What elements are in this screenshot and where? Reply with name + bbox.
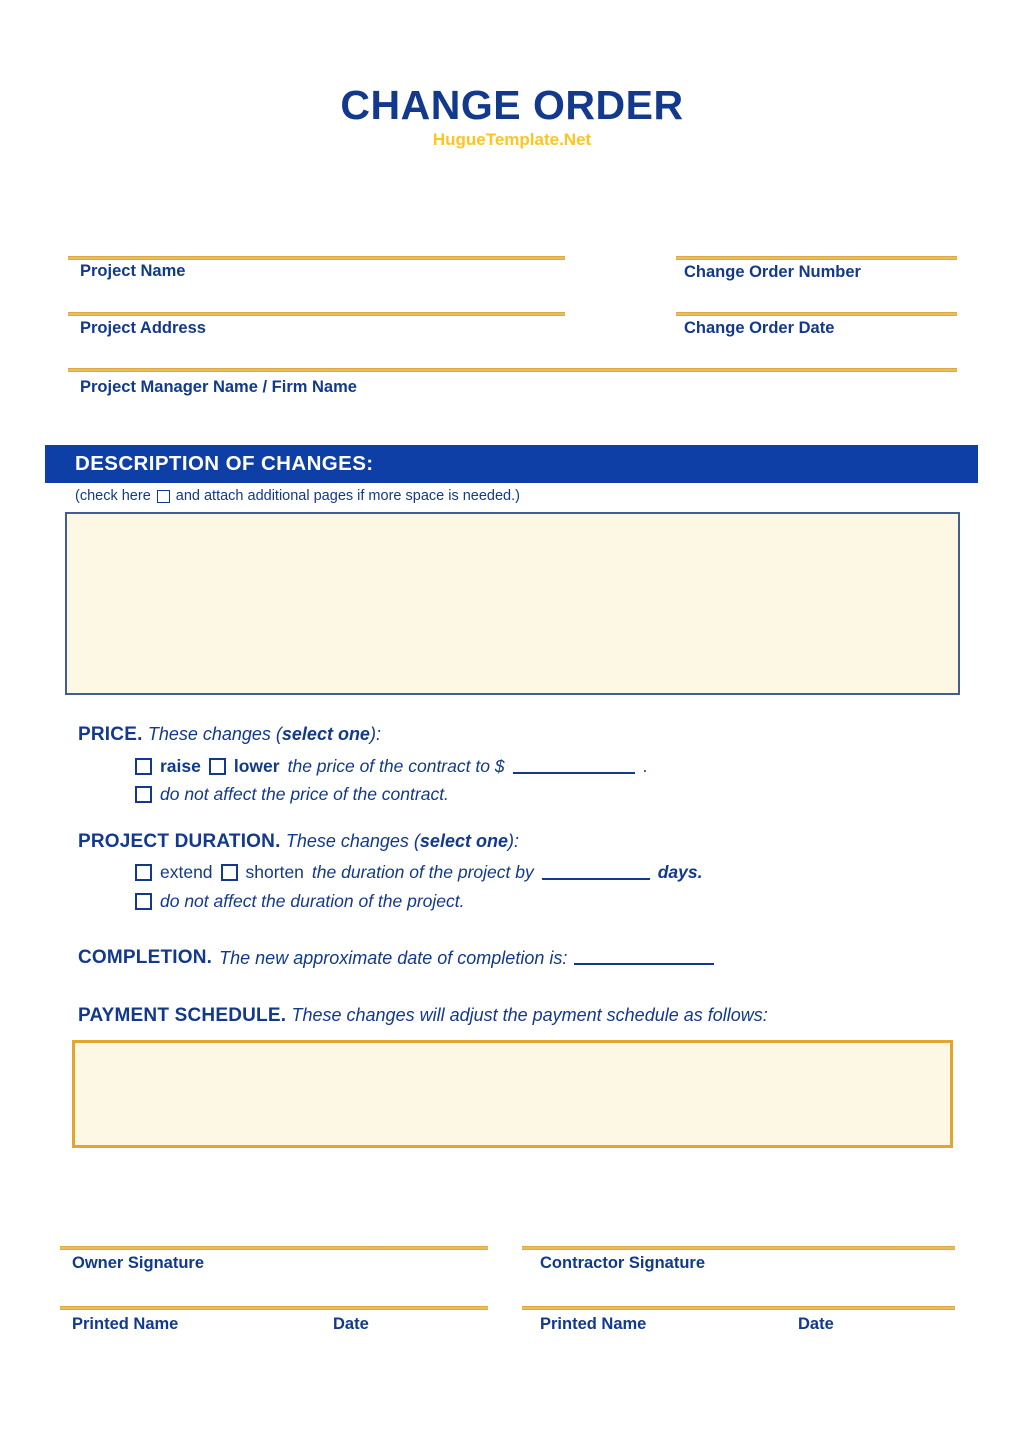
owner-printed-name-line[interactable]	[60, 1306, 488, 1310]
project-address-line[interactable]	[68, 312, 565, 316]
price-option-period: .	[642, 756, 648, 776]
price-lower-checkbox[interactable]	[209, 758, 226, 775]
duration-option-extend-shorten	[135, 862, 702, 883]
duration-option-text: the duration of the project by	[311, 862, 534, 882]
completion-text: The new approximate date of completion is:	[219, 947, 568, 968]
owner-signature-line[interactable]	[60, 1246, 488, 1250]
price-raise-checkbox[interactable]	[135, 758, 152, 775]
price-amount-blank[interactable]	[513, 760, 635, 774]
price-option-text: the price of the contract to $	[287, 756, 505, 776]
contractor-signature-line[interactable]	[522, 1246, 955, 1250]
project-manager-label: Project Manager Name / Firm Name	[80, 378, 357, 396]
duration-no-change-checkbox[interactable]	[135, 893, 152, 910]
contractor-printed-name-label: Printed Name	[540, 1315, 647, 1333]
payment-heading-bold: PAYMENT SCHEDULE.	[78, 1005, 287, 1026]
contractor-printed-name-line[interactable]	[522, 1306, 955, 1310]
completion-date-blank[interactable]	[574, 951, 714, 965]
completion-heading-bold: COMPLETION.	[78, 947, 213, 968]
owner-printed-name-label: Printed Name	[72, 1315, 179, 1333]
duration-extend-label: extend	[160, 862, 213, 882]
payment-schedule-text-area[interactable]	[72, 1040, 953, 1148]
change-order-number-line[interactable]	[676, 256, 957, 260]
project-manager-line[interactable]	[68, 368, 957, 372]
price-heading: PRICE. These changes (select one):	[78, 724, 381, 745]
owner-signature-label: Owner Signature	[72, 1254, 205, 1272]
duration-days-blank[interactable]	[542, 866, 650, 880]
description-banner-label: DESCRIPTION OF CHANGES:	[75, 452, 374, 475]
price-option-raise-lower	[135, 756, 647, 777]
change-order-number-label: Change Order Number	[684, 263, 861, 281]
duration-option-no-change	[135, 891, 465, 912]
duration-heading: PROJECT DURATION. These changes (select one):	[78, 831, 519, 852]
description-of-changes-banner	[45, 445, 978, 483]
project-name-label: Project Name	[80, 262, 186, 280]
note-text-pre: (check here	[75, 488, 151, 504]
note-text-post: and attach additional pages if more space is needed.)	[175, 488, 520, 504]
brand-watermark: HugueTemplate.Net	[432, 130, 592, 149]
contractor-date-label: Date	[798, 1315, 834, 1333]
duration-shorten-label: shorten	[245, 862, 304, 882]
payment-heading	[78, 1005, 768, 1027]
attach-pages-checkbox[interactable]	[157, 490, 170, 503]
contractor-signature-label: Contractor Signature	[540, 1254, 706, 1272]
attach-pages-note	[75, 488, 520, 504]
project-name-line[interactable]	[68, 256, 565, 260]
change-order-date-line[interactable]	[676, 312, 957, 316]
owner-date-label: Date	[333, 1315, 369, 1333]
completion-heading	[78, 947, 714, 969]
price-lower-label: lower	[233, 756, 280, 776]
duration-heading-bold: PROJECT DURATION.	[78, 831, 281, 852]
page-title: CHANGE ORDER	[340, 82, 684, 128]
duration-no-change-text: do not affect the duration of the project.	[160, 891, 465, 911]
duration-shorten-checkbox[interactable]	[221, 864, 238, 881]
change-order-date-label: Change Order Date	[684, 319, 835, 337]
price-raise-label: raise	[160, 756, 201, 776]
duration-days-label: days.	[657, 862, 703, 882]
project-address-label: Project Address	[80, 319, 206, 337]
price-no-change-text: do not affect the price of the contract.	[160, 784, 449, 804]
price-no-change-checkbox[interactable]	[135, 786, 152, 803]
price-heading-bold: PRICE.	[78, 724, 143, 745]
description-text-area[interactable]	[65, 512, 960, 695]
price-option-no-change	[135, 784, 449, 805]
duration-extend-checkbox[interactable]	[135, 864, 152, 881]
payment-text: These changes will adjust the payment schedule as follows:	[291, 1005, 768, 1025]
